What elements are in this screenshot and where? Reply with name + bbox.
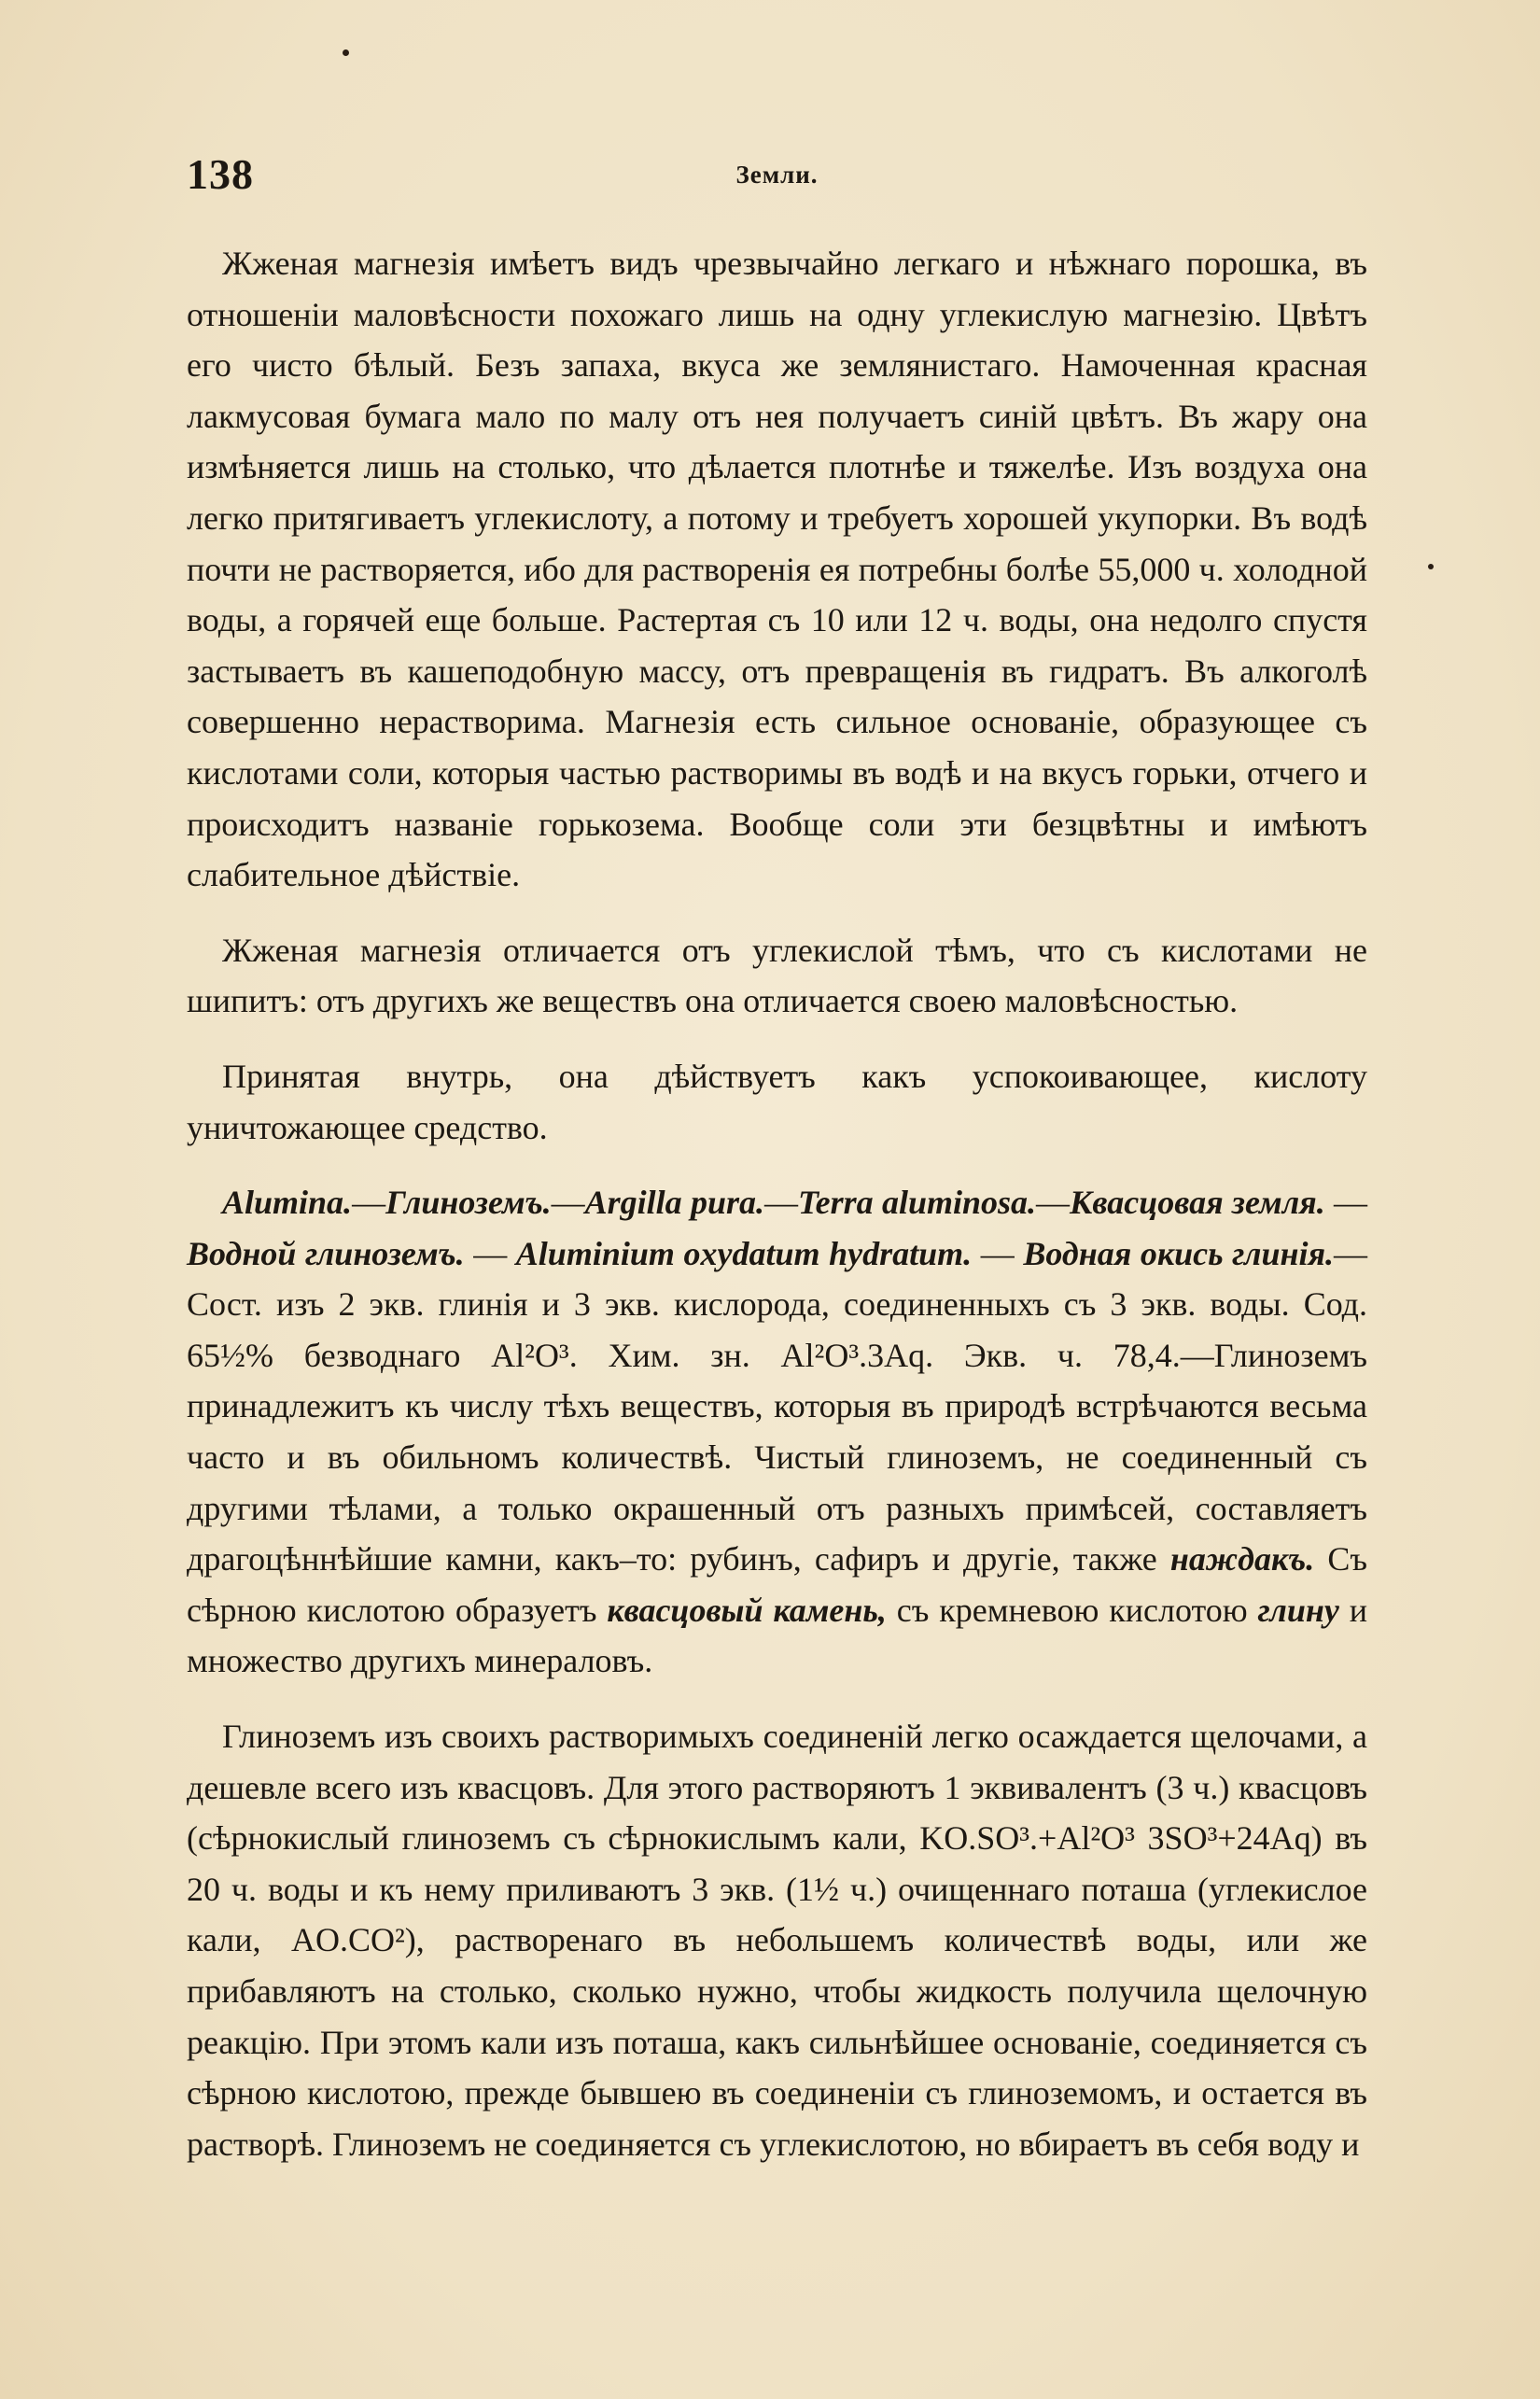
ink-speck bbox=[1428, 564, 1434, 569]
paragraph-distinction: Жженая магнезія отличается отъ углекислой тѣмъ, что съ кислотами не шипитъ: отъ другихъ же веществъ она отличается своею маловѣсностью. bbox=[187, 931, 1367, 1020]
dash: — bbox=[551, 1184, 585, 1222]
dash: — bbox=[1036, 1184, 1070, 1222]
alumina-description: и множество другихъ минераловъ. bbox=[187, 1591, 1367, 1680]
latin-name: Argilla pura. bbox=[584, 1184, 764, 1222]
paragraph-alumina bbox=[187, 1177, 1367, 1687]
running-title: Земли. bbox=[735, 161, 819, 189]
dash: — bbox=[763, 1184, 798, 1222]
latin-name: Alumina. bbox=[222, 1184, 353, 1222]
paragraph-alumina-preparation: Глиноземъ изъ своихъ растворимыхъ соединеній легко осаждается щелочами, а дешевле всего изъ квасцовъ. Для этого растворяютъ 1 эквивалентъ (3 ч.) квасцовъ (сѣрнокислый глиноземъ съ сѣрнокислымъ кали, KO.SO³.+Al²O³ 3SO³+24Aq) въ 20 ч. воды и къ нему приливаютъ 3 экв. (1½ ч.) очищеннаго поташа (углекислое кали, AO.CO²), растворенаго въ небольшемъ количествѣ воды, или же прибавляютъ на столько, сколько нужно, чтобы жидкость получила щелочную реакцію. При этомъ кали изъ поташа, какъ сильнѣйшее основаніе, соединяется съ сѣрною кислотою, прежде бывшею въ соединеніи съ глиноземомъ, и остается въ растворѣ. Глиноземъ не соединяется съ углекислотою, но вбираетъ въ себя воду и bbox=[187, 1718, 1367, 2163]
alumina-description: Съ сѣрною кислотою образуетъ bbox=[187, 1540, 1367, 1629]
alumina-description: —Сост. изъ 2 экв. глинія и 3 экв. кислорода, соединенныхъ съ 3 экв. воды. Сод. 65½% безводнаго Al²O³. Хим. зн. Al²O³.3Aq. Экв. ч. 78,4.—Глиноземъ принадлежитъ къ числу тѣхъ веществъ, которыя въ природѣ встрѣчаются весьма часто и въ обильномъ количествѣ. Чистый глиноземъ, не соединенный съ другими тѣлами, а только окрашенный отъ разныхъ примѣсей, составляетъ драгоцѣннѣйшие камни, какъ–то: рубинъ, сафиръ и другіе, также bbox=[187, 1234, 1368, 1578]
russian-name: Водная окись глинія. bbox=[1023, 1234, 1335, 1272]
dash: — bbox=[464, 1234, 516, 1272]
paragraph-burnt-magnesia: Жженая магнезія имѣетъ видъ чрезвычайно легкаго и нѣжнаго порошка, въ отношеніи маловѣсности похожаго лишь на одну углекислую магнезію. Цвѣтъ его чисто бѣлый. Безъ запаха, вкуса же землянистаго. Намоченная красная лакмусовая бумага мало по малу отъ нея получаетъ синій цвѣтъ. Въ жару она измѣняется лишь на столько, что дѣлается плотнѣе и тяжелѣе. Изъ воздуха она легко притягиваетъ углекислоту, а потому и требуетъ хорошей укупорки. Въ водѣ почти не растворяется, ибо для растворенія ея потребны болѣе 55,000 ч. холодной воды, а горячей еще больше. Растертая съ 10 или 12 ч. воды, она недолго спустя застываетъ въ кашеподобную массу, отъ превращенія въ гидратъ. Въ алкоголѣ совершенно нерастворима. Магнезія есть сильное основаніе, образующее съ кислотами соли, которыя частью растворимы въ водѣ и на вкусъ горьки, отчего и происходитъ названіе горькозема. Вообще соли эти безцвѣтны и имѣютъ слабительное дѣйствіе. bbox=[187, 245, 1367, 894]
alumina-description: съ кремневою кислотою bbox=[886, 1591, 1258, 1629]
russian-name: Квасцовая земля. bbox=[1070, 1184, 1325, 1222]
russian-name: Водной глиноземъ. bbox=[187, 1234, 465, 1272]
page-number: 138 bbox=[187, 150, 254, 198]
latin-name: Aluminium oxydatum hydratum. bbox=[515, 1234, 973, 1272]
dash: — bbox=[352, 1184, 386, 1222]
term-emery: наждакъ. bbox=[1169, 1540, 1315, 1578]
term-clay: глину bbox=[1257, 1591, 1339, 1629]
ink-speck bbox=[343, 49, 349, 56]
body-text bbox=[187, 238, 1367, 2169]
latin-name: Terra aluminosa. bbox=[797, 1184, 1036, 1222]
paragraph-internal-use: Принятая внутрь, она дѣйствуетъ какъ успокоивающее, кислоту уничтожающее средство. bbox=[187, 1057, 1367, 1146]
page-header bbox=[187, 149, 1367, 205]
dash: — bbox=[972, 1234, 1024, 1272]
dash: — bbox=[1324, 1184, 1367, 1222]
russian-name: Глиноземъ. bbox=[385, 1184, 552, 1222]
term-alum-stone: квасцовый камень, bbox=[607, 1591, 887, 1629]
